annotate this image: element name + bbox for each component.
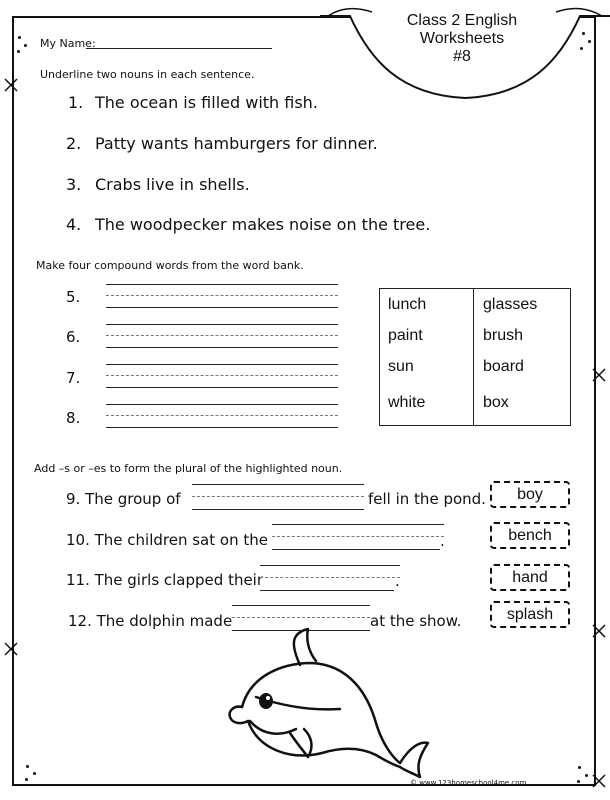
compound-number: 8. <box>66 409 81 427</box>
decor-dot <box>33 772 36 775</box>
highlighted-noun-box: bench <box>490 522 570 549</box>
writing-line-mid <box>106 335 338 336</box>
answer-line[interactable] <box>260 590 394 591</box>
compound-number: 6. <box>66 328 81 346</box>
section3-instruction: Add –s or –es to form the plural of the highlighted noun. <box>34 462 343 475</box>
answer-line[interactable] <box>106 427 338 428</box>
decor-dot <box>578 766 581 769</box>
name-field[interactable] <box>86 48 272 49</box>
stitch-mark-icon <box>590 366 608 384</box>
decor-dot <box>24 44 27 47</box>
writing-line-mid <box>106 295 338 296</box>
word-bank-word: brush <box>483 327 524 344</box>
decor-dot <box>26 765 29 768</box>
word-bank-word: sun <box>388 358 414 375</box>
title-line-1: Class 2 English <box>406 12 518 29</box>
plural-sentence-end: . <box>395 572 400 590</box>
writing-line-mid <box>260 577 400 578</box>
word-bank-word: lunch <box>388 296 427 313</box>
answer-line[interactable] <box>106 307 338 308</box>
writing-line-top <box>232 605 370 606</box>
writing-line-mid <box>272 536 444 537</box>
sentence-text: The woodpecker makes noise on the tree. <box>95 215 431 234</box>
decor-dot <box>585 774 588 777</box>
compound-number: 5. <box>66 288 81 306</box>
name-label: My Name: <box>40 37 96 50</box>
decor-dot <box>588 40 591 43</box>
dolphin-illustration <box>210 625 435 785</box>
copyright: © www.123homeschool4me.com <box>410 779 527 787</box>
writing-line-mid <box>106 375 338 376</box>
writing-line-mid <box>106 415 338 416</box>
sentence-number: 4. <box>66 215 82 234</box>
plural-sentence-start: 9. The group of <box>66 490 181 508</box>
sentence-text: Patty wants hamburgers for dinner. <box>95 134 378 153</box>
word-bank-word: white <box>388 394 426 411</box>
answer-line[interactable] <box>272 549 440 550</box>
sentence-text: Crabs live in shells. <box>95 175 250 194</box>
word-bank-word: glasses <box>483 296 538 313</box>
word-bank-divider <box>473 289 474 425</box>
writing-line-top <box>192 484 364 485</box>
writing-line-top <box>106 284 338 285</box>
writing-line-mid <box>232 617 370 618</box>
plural-sentence-start: 12. The dolphin made <box>68 612 233 630</box>
word-bank-word: box <box>483 394 509 411</box>
decor-dot <box>580 47 583 50</box>
decor-dot <box>17 50 20 53</box>
highlighted-noun-box: boy <box>490 481 570 508</box>
page-title <box>392 12 532 66</box>
plural-sentence-end: . <box>440 532 445 550</box>
decor-dot <box>25 778 28 781</box>
section1-instruction: Underline two nouns in each sentence. <box>40 68 255 81</box>
word-bank-word: board <box>483 358 524 375</box>
sentence-text: The ocean is filled with fish. <box>95 93 318 112</box>
highlighted-noun-box: splash <box>490 601 570 628</box>
stitch-mark-icon <box>590 772 608 790</box>
stitch-mark-icon <box>2 640 20 658</box>
stitch-mark-icon <box>590 622 608 640</box>
plural-sentence-end: at the show. <box>370 612 462 630</box>
section2-instruction: Make four compound words from the word bank. <box>36 259 304 272</box>
writing-line-top <box>260 565 400 566</box>
plural-sentence-start: 11. The girls clapped their <box>66 571 264 589</box>
plural-sentence-start: 10. The children sat on the <box>66 531 268 549</box>
word-bank-word: paint <box>388 327 423 344</box>
decor-dot <box>582 32 585 35</box>
title-line-2: Worksheets <box>419 30 505 47</box>
writing-line-top <box>106 324 338 325</box>
decor-dot <box>18 36 21 39</box>
plural-sentence-end: fell in the pond. <box>368 490 486 508</box>
decor-dot <box>577 780 580 783</box>
highlighted-noun-box: hand <box>490 564 570 591</box>
answer-line[interactable] <box>106 387 338 388</box>
sentence-number: 2. <box>66 134 82 153</box>
sentence-number: 3. <box>66 175 82 194</box>
sentence-number: 1. <box>68 93 84 112</box>
answer-line[interactable] <box>192 509 364 510</box>
writing-line-top <box>272 524 444 525</box>
word-bank-table <box>379 288 571 426</box>
stitch-mark-icon <box>2 76 20 94</box>
writing-line-mid <box>192 496 364 497</box>
writing-line-top <box>106 404 338 405</box>
answer-line[interactable] <box>106 347 338 348</box>
compound-number: 7. <box>66 369 81 387</box>
title-line-3: #8 <box>453 48 471 65</box>
writing-line-top <box>106 364 338 365</box>
